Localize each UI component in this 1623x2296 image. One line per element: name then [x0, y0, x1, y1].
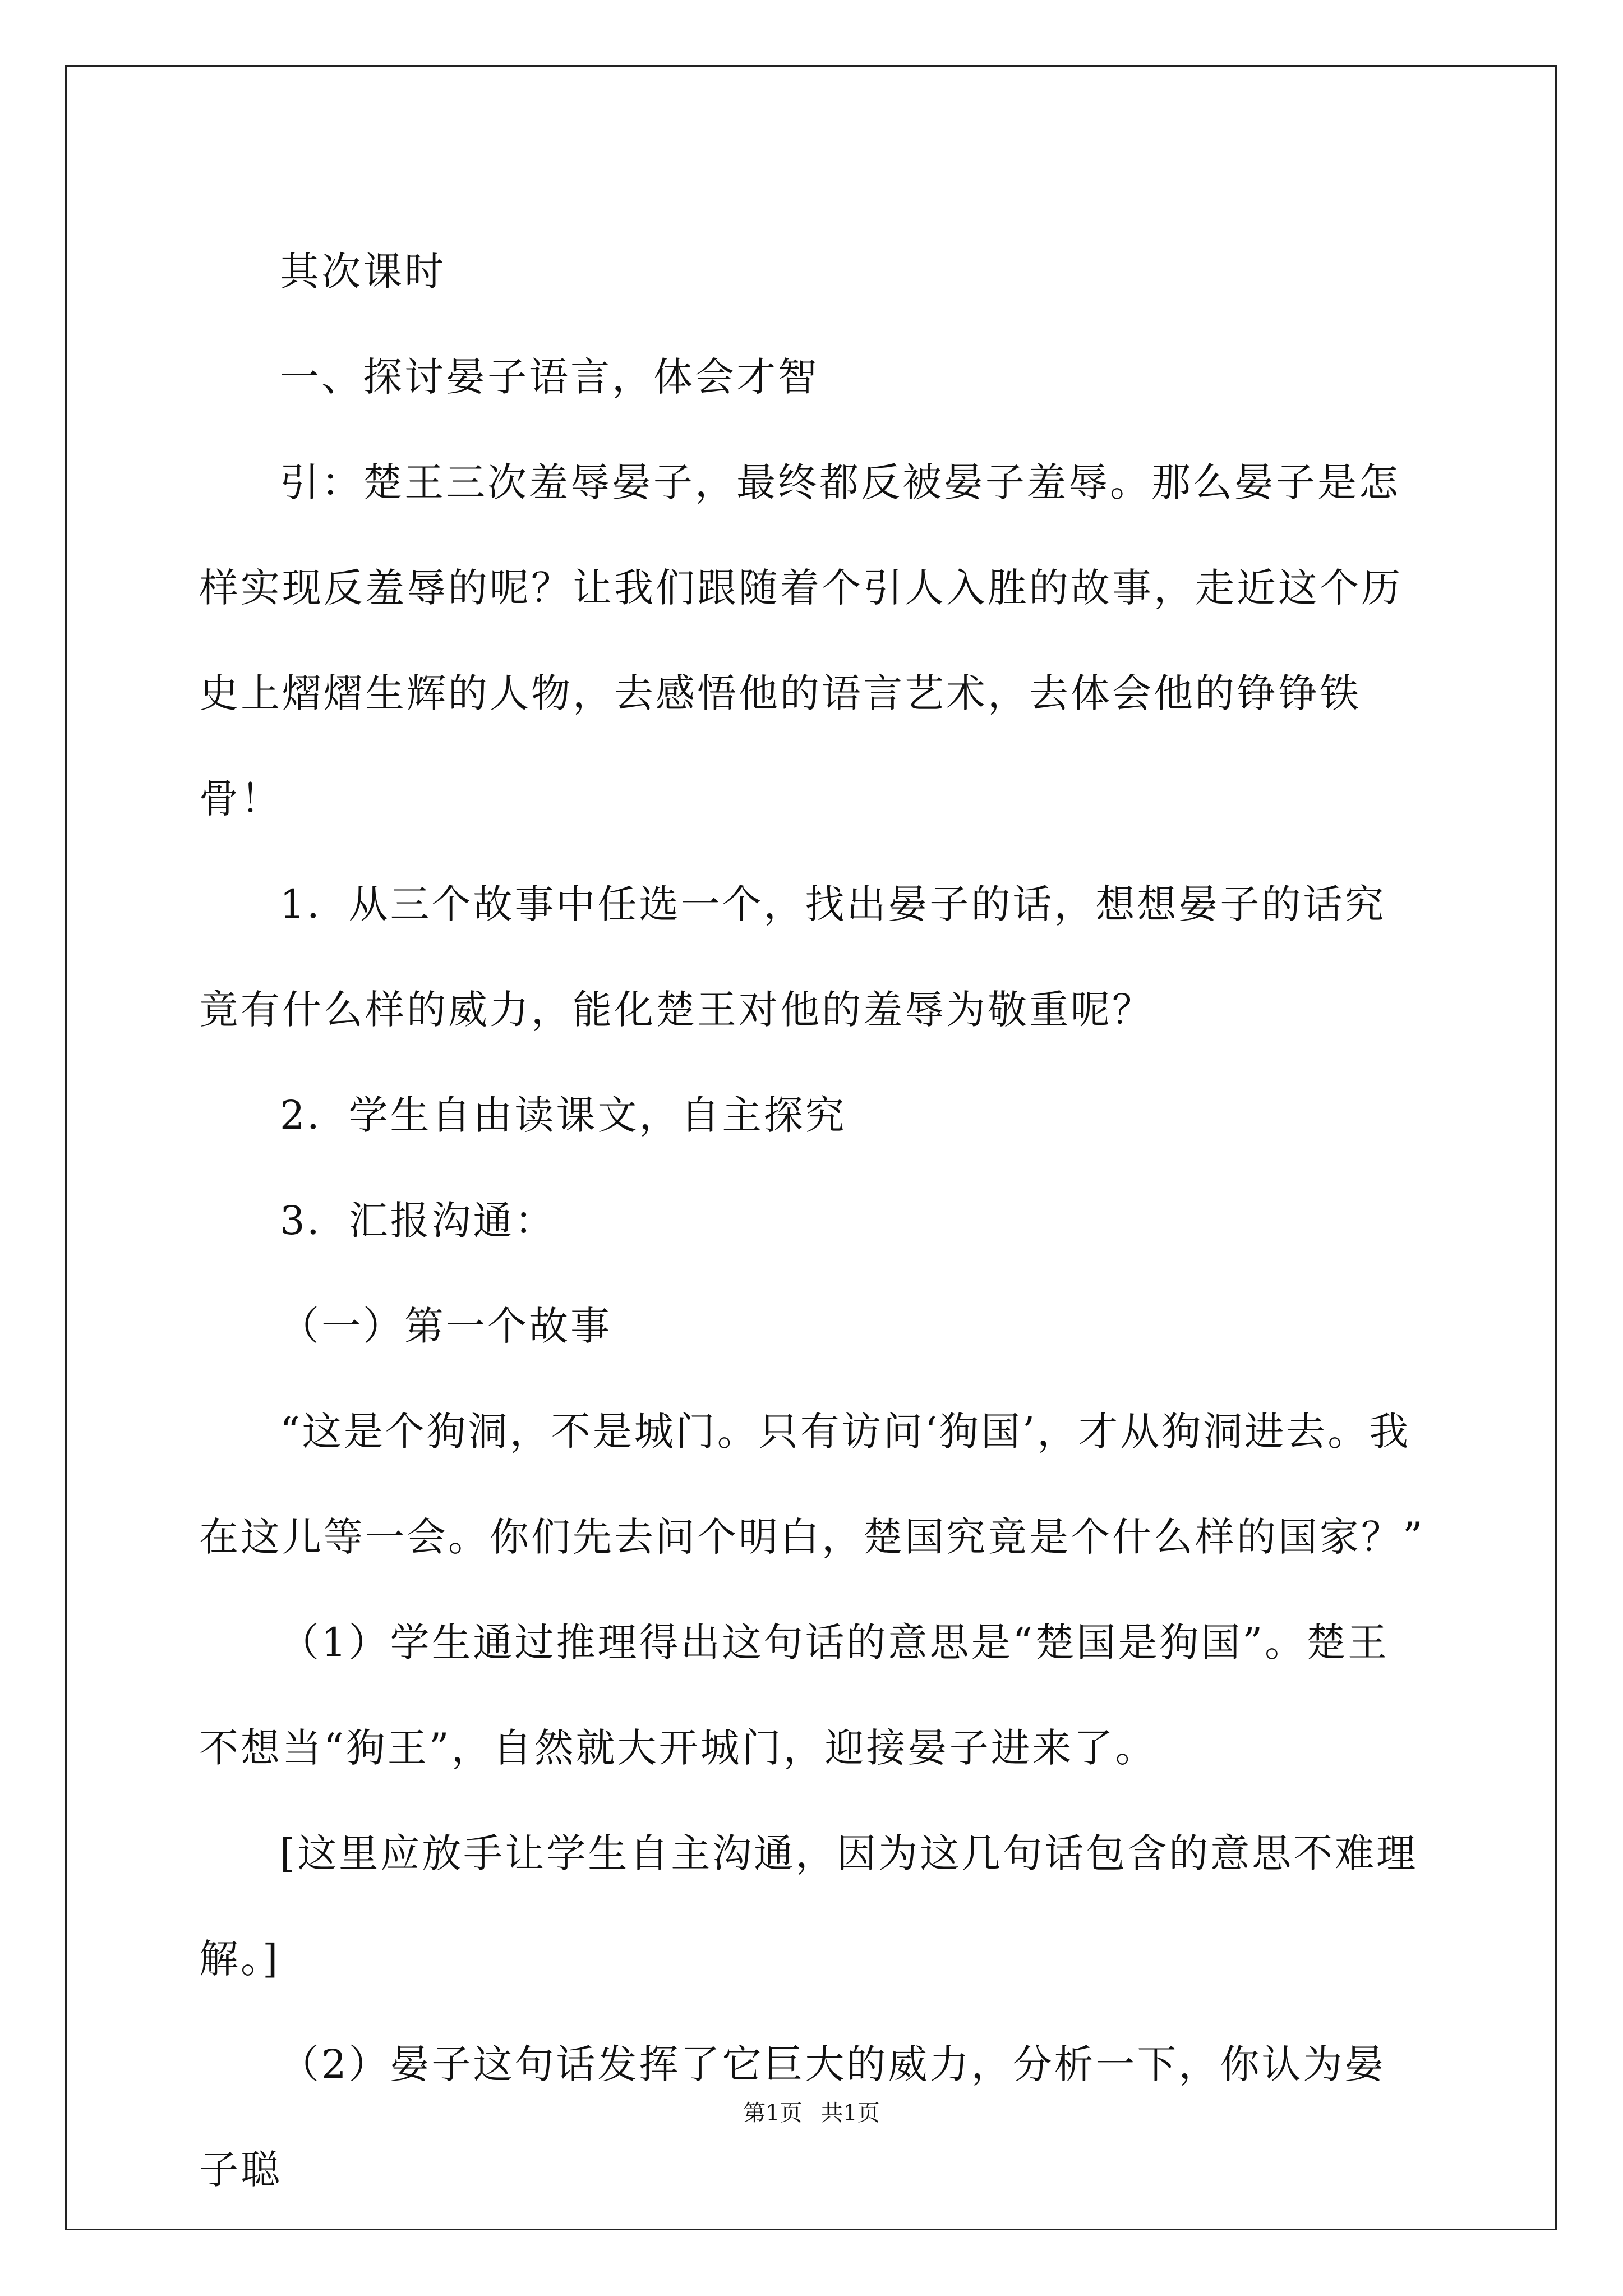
section-heading: 其次课时 — [280, 249, 446, 295]
page-total: 共1页 — [820, 2100, 880, 2126]
analysis-paragraph-2: （2）晏子这句话发挥了它巨大的威力，分析一下，你认为晏子聪 — [199, 2041, 1386, 2193]
task-item-3: 3．汇报沟通： — [280, 1198, 556, 1244]
page-footer — [0, 2095, 1623, 2127]
analysis-paragraph-1: （1）学生通过推理得出这句话的意思是“楚国是狗国”。楚王不想当“狗王”，自然就大开城门，迎接晏子进来了。 — [199, 1619, 1390, 1771]
page-number: 第1页 — [743, 2100, 803, 2126]
story-heading: （一）第一个故事 — [280, 1303, 612, 1349]
subsection-heading: 一、探讨晏子语言，体会才智 — [280, 354, 819, 400]
task-item-2: 2．学生自由读课文，自主探究 — [280, 1092, 847, 1138]
quote-paragraph: “这是个狗洞，不是城门。只有访问‘狗国’，才从狗洞进去。我在这儿等一会。你们先去问个明白，楚国究竟是个什么样的国家？” — [199, 1409, 1425, 1560]
task-item-1: 1．从三个故事中任选一个，找出晏子的话，想想晏子的话究竟有什么样的威力，能化楚王对他的羞辱为敬重呢？ — [199, 881, 1386, 1033]
intro-paragraph: 引：楚王三次羞辱晏子，最终都反被晏子羞辱。那么晏子是怎样实现反羞辱的呢？让我们跟随着个引人入胜的故事，走近这个历史上熠熠生辉的人物，去感悟他的语言艺术，去体会他的铮铮铁骨！ — [199, 459, 1403, 822]
document-body — [199, 219, 1427, 2223]
teacher-note: [这里应放手让学生自主沟通，因为这几句话包含的意思不难理解。] — [199, 1830, 1418, 1982]
